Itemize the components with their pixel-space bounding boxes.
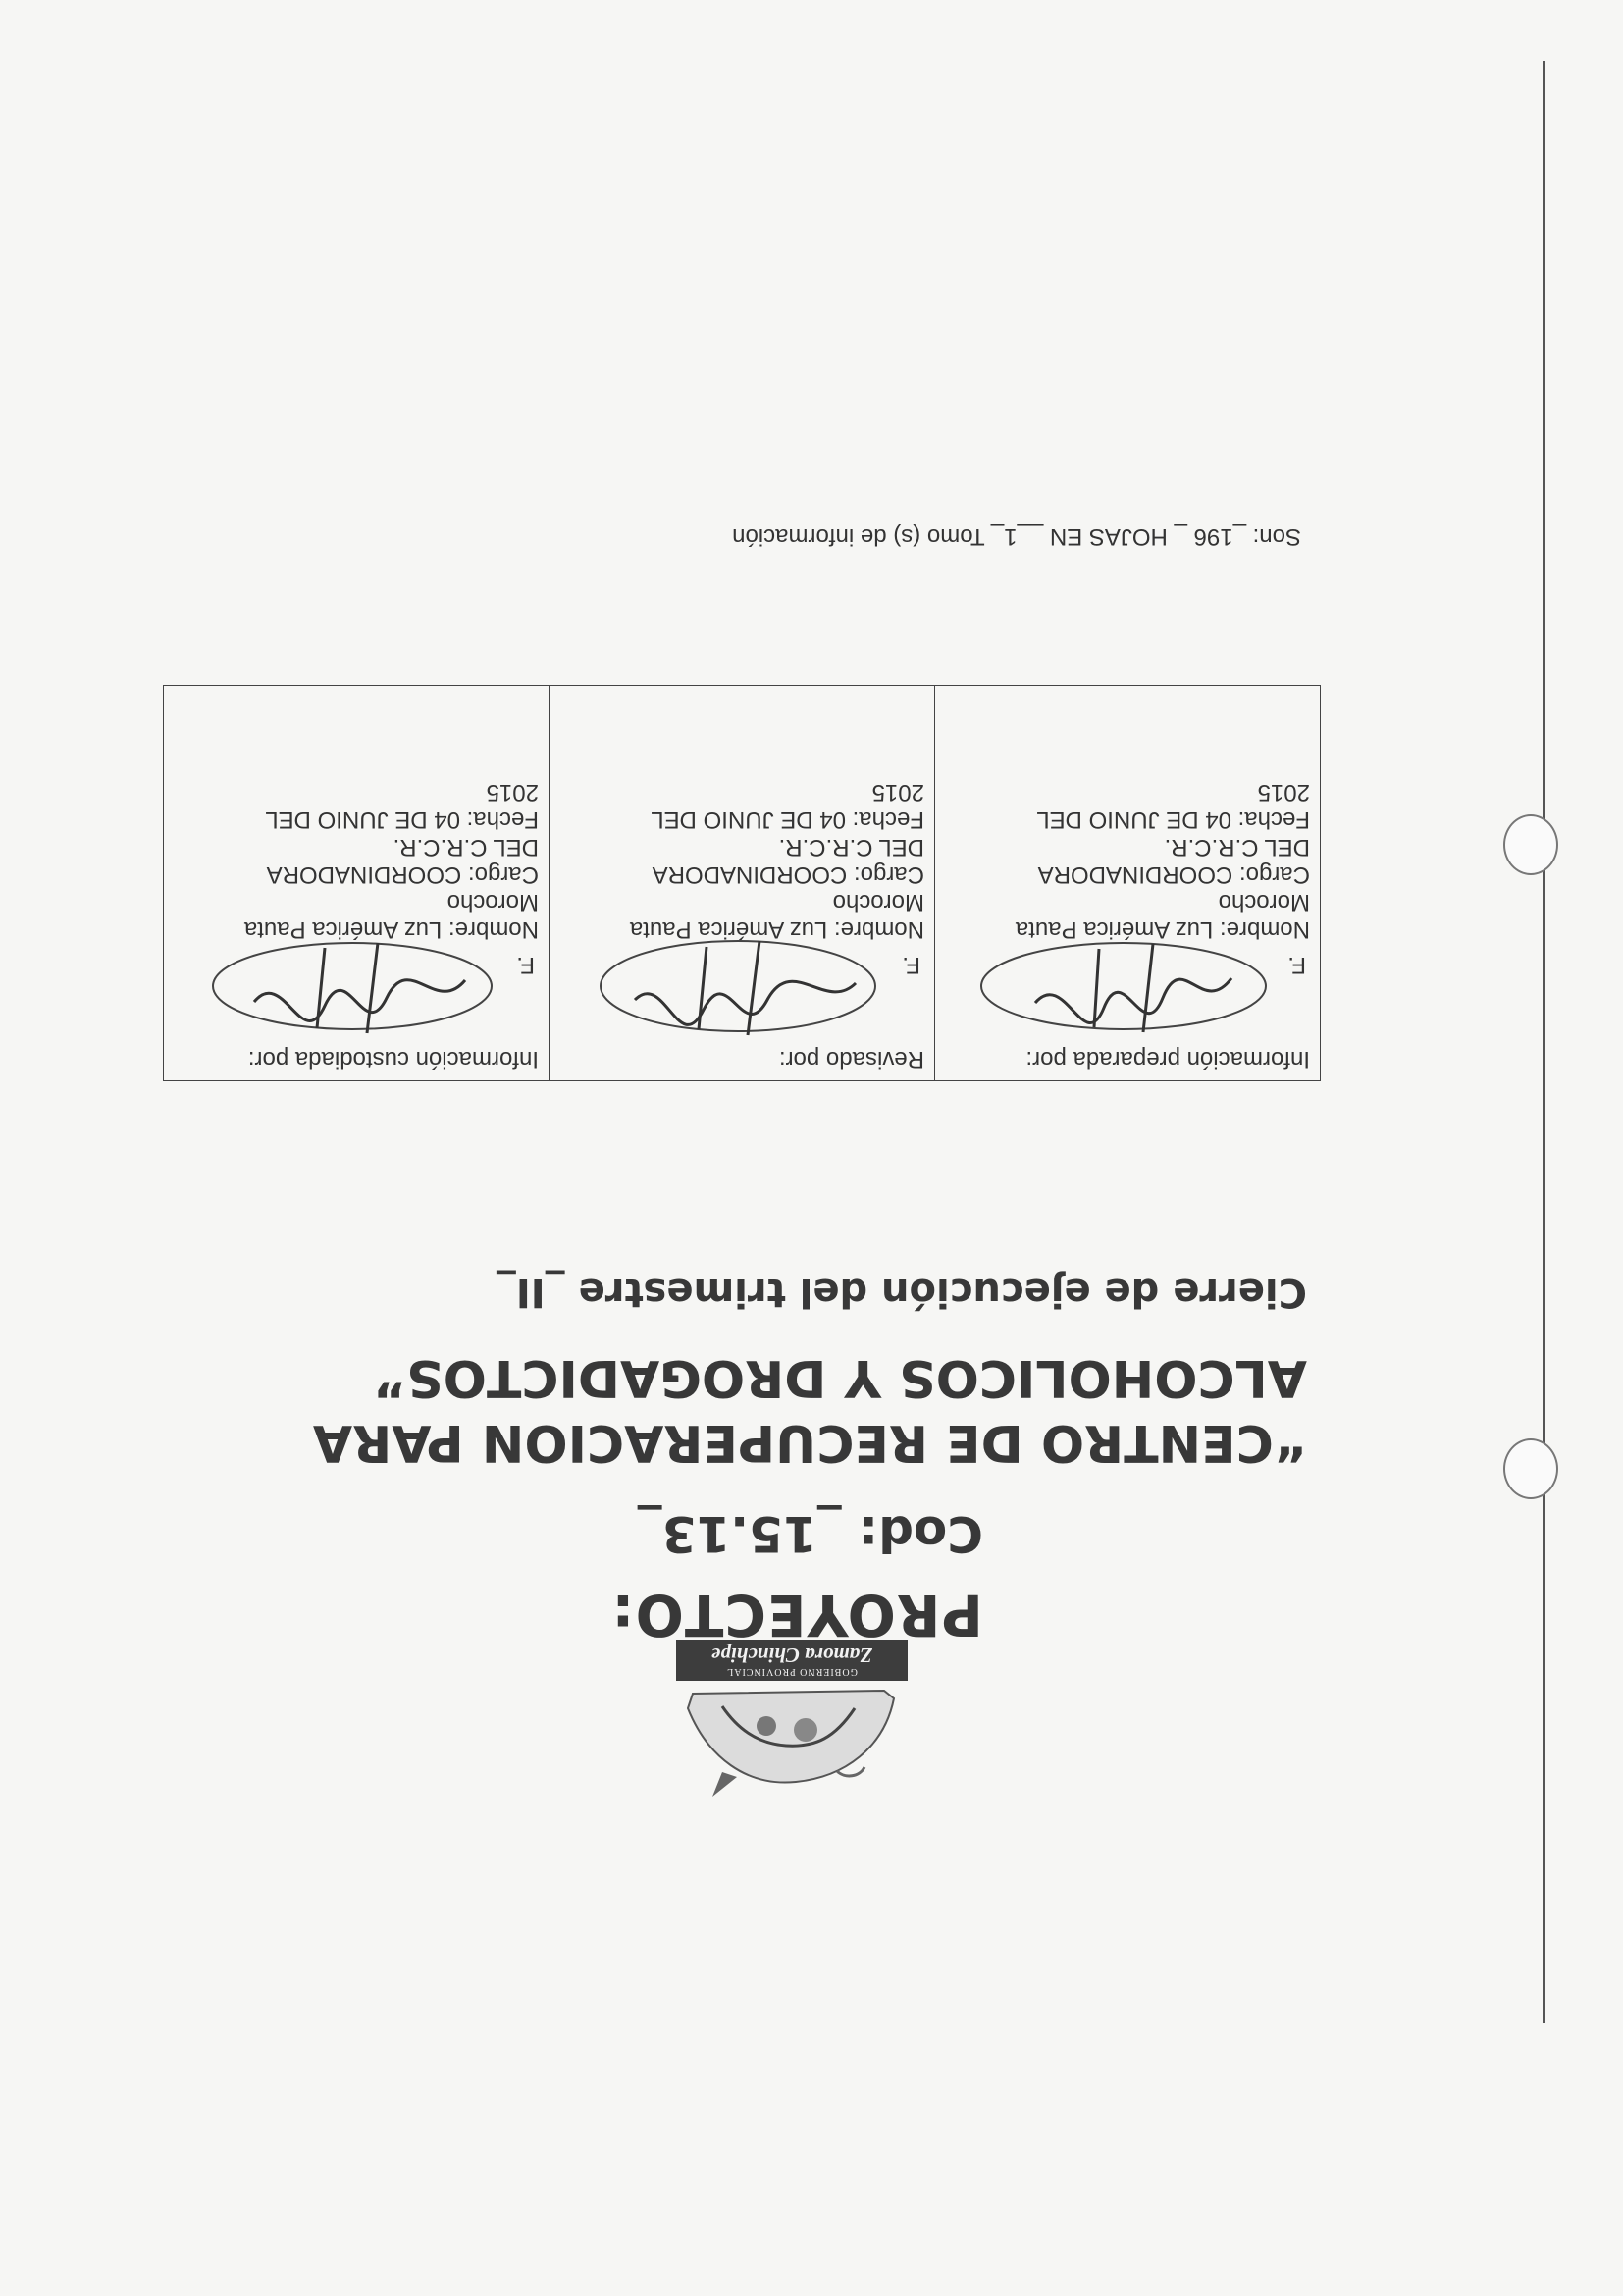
signature-cell-heading: Revisado por: [778,1046,924,1072]
signature-f-label: F. [516,952,535,978]
proyecto-label: PROYECTO: [610,1582,983,1648]
signer-role: Cargo: COORDINADORA [1037,861,1310,888]
signature-area [559,943,924,1037]
signature-cell-heading: Información custodiada por: [247,1046,539,1072]
handwritten-signature [976,939,1271,1037]
signer-name-cont: Morocho [1218,889,1310,915]
signer-name-cont: Morocho [446,889,539,915]
signature-cell-heading: Información preparada por: [1025,1046,1310,1072]
signer-name: Nombre: Luz América Pauta [629,916,924,943]
signature-f-label: F. [902,952,920,978]
logo-top-text: GOBIERNO PROVINCIAL [726,1666,858,1677]
signature-date: Fecha: 04 DE JUNIO DEL [265,807,539,833]
signer-role-cont: DEL C.R.C.R. [393,834,539,861]
page-count-note: Son: _196 _ HOJAS EN __1_ Tomo (s) de información [732,523,1301,549]
logo-graphic [658,1679,923,1816]
signer-role-cont: DEL C.R.C.R. [778,834,924,861]
project-code: Cod: _15.13_ [637,1505,983,1562]
handwritten-signature [205,939,499,1037]
logo-brand-text: Zamora Chinchipe [711,1644,872,1667]
signature-area [945,943,1310,1037]
signature-cell-preparada [935,686,1321,1081]
signature-date-year: 2015 [486,779,539,806]
signature-cell-custodiada [164,686,550,1081]
signer-name-cont: Morocho [832,889,924,915]
project-title-line-1: “CENTRO DE RECUPERACION PARA [312,1413,1307,1472]
signature-date: Fecha: 04 DE JUNIO DEL [651,807,924,833]
signature-cell-revisado [550,686,935,1081]
handwritten-signature [591,939,885,1037]
signer-name: Nombre: Luz América Pauta [243,916,539,943]
signer-role: Cargo: COORDINADORA [652,861,924,888]
signer-name: Nombre: Luz América Pauta [1015,916,1310,943]
signature-f-label: F. [1287,952,1306,978]
signature-table [163,685,1321,1081]
signature-date-year: 2015 [1257,779,1310,806]
signer-role-cont: DEL C.R.C.R. [1164,834,1310,861]
signature-date: Fecha: 04 DE JUNIO DEL [1036,807,1310,833]
provincial-logo [658,1630,923,1816]
signature-date-year: 2015 [871,779,924,806]
signer-role: Cargo: COORDINADORA [266,861,539,888]
signature-area [174,943,539,1037]
project-title-line-2: ALCOHOLICOS Y DROGADICTOS” [373,1348,1307,1407]
quarter-closing-line: Cierre de ejecución del trimestre _II_ [496,1270,1307,1315]
